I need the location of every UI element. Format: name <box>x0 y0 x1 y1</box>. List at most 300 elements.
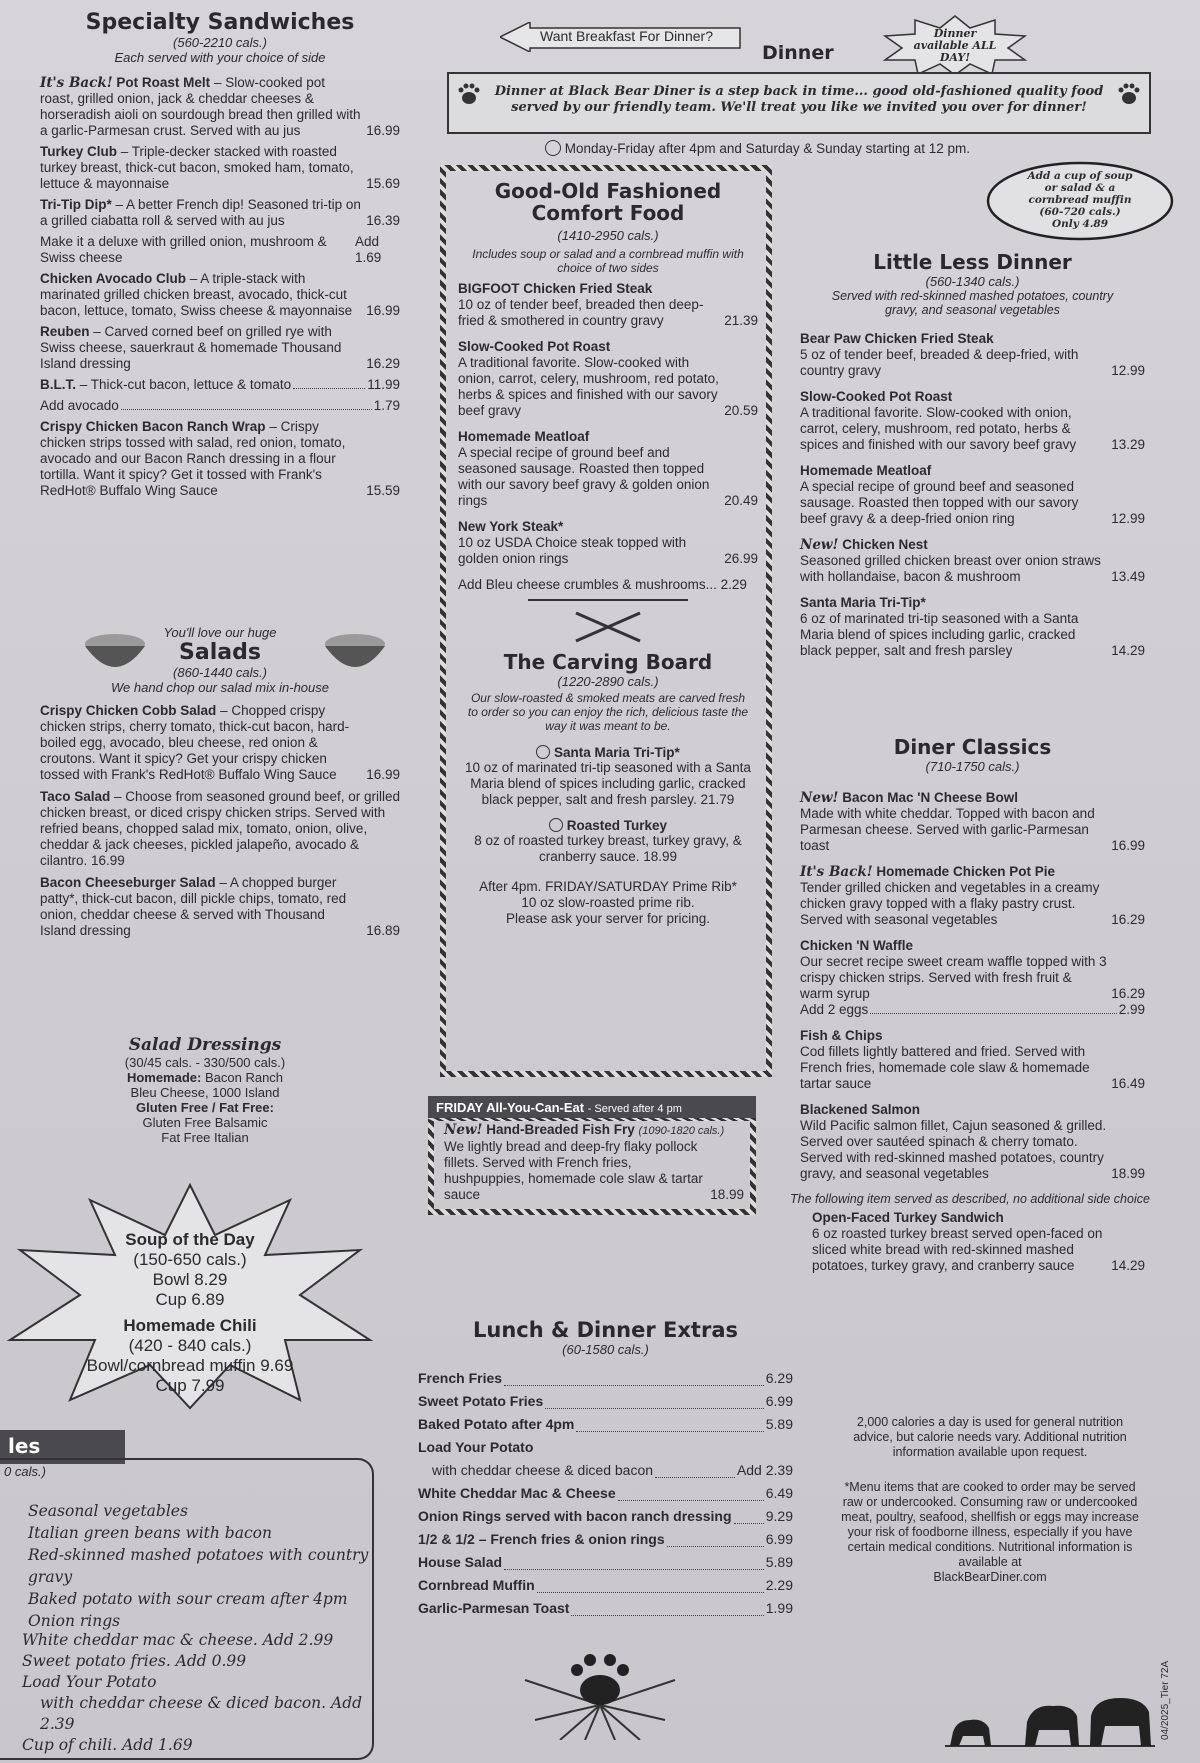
item-name: Pot Roast Melt <box>116 75 211 90</box>
classics-items <box>800 790 1145 1182</box>
extras-price: 6.49 <box>765 1485 793 1501</box>
item-text <box>40 75 362 139</box>
item-desc: – Crispy chicken strips tossed with salad, red onion, tomato, avocado and our Bacon Ranch dressing in a flour tortilla. Want it spicy? Get it tossed with Frank's RedHot® Buffalo Wing Sauce <box>40 419 346 498</box>
bear-paw-icon <box>1117 82 1141 111</box>
item-desc: – A triple-stack with marinated grilled chicken breast, avocado, thick-cut bacon, lettuce, tomato, Swiss cheese & mayonnaise <box>40 271 353 318</box>
carving-turkey-desc: 8 oz of roasted turkey breast, turkey gravy, & cranberry sauce. 18.99 <box>474 833 742 864</box>
item-tag: It's Back! <box>800 864 873 880</box>
classics-cals: (710-1750 cals.) <box>925 759 1020 774</box>
item-name: Chicken 'N Waffle <box>800 938 913 953</box>
gf-label: Gluten Free / Fat Free: <box>136 1100 274 1115</box>
item-desc-row <box>458 297 758 329</box>
extras-row <box>418 1482 793 1505</box>
item-row <box>40 789 400 869</box>
print-code-text: 04/2025_Tier 72A <box>1160 1660 1171 1740</box>
item-name-line <box>458 519 758 535</box>
item-desc-row <box>458 355 758 419</box>
item-text <box>40 419 362 499</box>
open-faced-turkey <box>812 1210 1145 1274</box>
item-price: Add 1.69 <box>354 234 382 265</box>
item-price: 12.99 <box>1111 511 1145 526</box>
dressing-line: Bleu Cheese, 1000 Island <box>130 1085 280 1100</box>
extras-row <box>418 1528 793 1551</box>
item-name-line <box>800 1028 1145 1044</box>
item-desc: – Slow-cooked pot roast, grilled onion, jack & cheddar cheeses & horseradish aioli on sourdough bread then grilled with a garlic-Parmesan crust. Served with au jus <box>40 75 361 138</box>
item-name: Blackened Salmon <box>800 1102 921 1117</box>
extras-name: French Fries <box>418 1370 503 1386</box>
clock-icon <box>536 745 550 759</box>
bear-paw-icon <box>457 82 481 111</box>
classics-title: Diner Classics <box>893 735 1052 759</box>
leader-dots <box>734 1523 764 1524</box>
chili-cals: (420 - 840 cals.) <box>128 1336 252 1355</box>
item-tag: It's Back! <box>40 75 113 91</box>
item-price: 13.49 <box>1111 569 1145 584</box>
salads-section <box>40 625 400 945</box>
homemade-dressing: Bacon Ranch <box>204 1070 284 1085</box>
dressings-cals: (30/45 cals. - 330/500 cals.) <box>124 1055 286 1070</box>
item-desc-row <box>800 553 1145 585</box>
item-name: Bacon Mac 'N Cheese Bowl <box>842 790 1019 805</box>
oval-line-3: cornbread muffin <box>1028 194 1132 206</box>
side-item: Red-skinned mashed potatoes with country gravy <box>28 1546 369 1586</box>
item-name: Bacon Cheeseburger Salad <box>40 875 216 890</box>
side-item: Onion rings <box>28 1612 121 1630</box>
leader-dots <box>537 1592 764 1593</box>
comfort-title-2: Comfort Food <box>531 201 685 225</box>
item-desc-row <box>800 479 1145 527</box>
specialty-title: Specialty Sandwiches <box>85 10 355 35</box>
item-desc: – Carved corned beef on grilled rye with Swiss cheese, sauerkraut & homemade Thousand Island dressing <box>40 324 342 371</box>
extras-price: 6.29 <box>765 1370 793 1386</box>
item-extra: Add 2 eggs <box>800 1002 869 1017</box>
ff-dressing: Fat Free Italian <box>161 1130 249 1145</box>
item-name-line <box>800 463 1145 479</box>
extras-price: 6.99 <box>765 1393 793 1409</box>
friday-header <box>428 1096 756 1120</box>
fish-fry-desc: We lightly bread and deep-fry flaky pollock fillets. Served with French fries, hushpuppies, homemade cole slaw & tartar sauce <box>444 1139 703 1202</box>
extras-row <box>418 1367 793 1390</box>
item-desc-row <box>800 880 1145 928</box>
menu-item <box>40 875 400 939</box>
extras-row <box>418 1551 793 1574</box>
menu-item <box>40 197 400 229</box>
item-text <box>40 234 351 266</box>
menu-item <box>40 703 400 783</box>
item-name-line <box>800 595 1145 611</box>
item-price: 16.49 <box>1111 1076 1145 1091</box>
item-desc: Cod fillets lightly battered and fried. Served with French fries, homemade cole slaw & homemade tartar sauce <box>800 1044 1090 1091</box>
raw-warning <box>840 1480 1140 1585</box>
comfort-food-section <box>458 180 758 927</box>
menu-item <box>800 790 1145 854</box>
side-extra: Sweet potato fries. Add 0.99 <box>22 1652 247 1670</box>
item-text <box>40 398 119 414</box>
item-row <box>40 703 400 783</box>
soup-title: Soup of the Day <box>125 1230 255 1249</box>
extras-price: 5.89 <box>765 1554 793 1570</box>
sides-extras <box>22 1630 372 1756</box>
item-desc: – Thick-cut bacon, lettuce & tomato <box>79 377 292 392</box>
extras-name: Garlic-Parmesan Toast <box>418 1600 570 1616</box>
extras-price: 9.29 <box>765 1508 793 1524</box>
item-desc: Seasoned grilled chicken breast over onion straws with hollandaise, bacon & mushroom <box>800 553 1101 584</box>
extras-row <box>418 1459 793 1482</box>
item-desc: – Chopped crispy chicken strips, cherry tomato, thick-cut bacon, hard-boiled egg, avocado, bleu cheese, red onion & croutons. Want it spicy? Get your crispy chicken tossed with Frank's RedHot® Buffalo Wing Sauce <box>40 703 350 782</box>
soup-cals: (150-650 cals.) <box>133 1250 247 1269</box>
extras-price: 6.99 <box>765 1531 793 1547</box>
item-desc-row <box>458 445 758 509</box>
menu-item <box>800 463 1145 527</box>
classics-note: The following item served as described, no additional side choice <box>790 1192 1150 1206</box>
menu-item <box>40 789 400 869</box>
item-name-line <box>458 339 758 355</box>
item-desc-row <box>800 806 1145 854</box>
comfort-subtitle: Includes soup or salad and a cornbread muffin with choice of two sides <box>472 247 744 275</box>
item-price: 11.99 <box>367 377 400 392</box>
leader-dots <box>667 1546 764 1547</box>
leader-dots <box>655 1477 735 1478</box>
item-price: 18.99 <box>1111 1166 1145 1181</box>
comfort-addon: Add Bleu cheese crumbles & mushrooms... 2.29 <box>458 577 747 592</box>
extras-name: 1/2 & 1/2 – French fries & onion rings <box>418 1531 665 1547</box>
leader-dots <box>571 1615 763 1616</box>
breakfast-label: Want Breakfast For Dinner? <box>540 28 713 44</box>
item-text <box>40 197 362 229</box>
extras-items <box>418 1367 793 1620</box>
item-extra-price: 2.99 <box>1118 1002 1145 1017</box>
oval-line-2: or salad & a <box>1044 182 1116 194</box>
item-name: Homemade Meatloaf <box>458 429 590 444</box>
item-price: 1.79 <box>373 398 400 413</box>
side-item: Baked potato with sour cream after 4pm <box>28 1590 348 1608</box>
item-desc: A special recipe of ground beef and seasoned sausage. Roasted then topped with our savory beef gravy & a deep-fried onion ring <box>800 479 1079 526</box>
item-name: Turkey Club <box>40 144 118 159</box>
item-text <box>40 324 362 372</box>
menu-item <box>458 281 758 329</box>
hours-text: Monday-Friday after 4pm and Saturday & Sunday starting at 12 pm. <box>564 141 970 156</box>
salads-subtitle: We hand chop our salad mix in-house <box>111 680 329 695</box>
little-items <box>800 331 1145 659</box>
side-extra: with cheddar cheese & diced bacon. Add 2.39 <box>40 1694 363 1733</box>
friday-served: - Served after 4 pm <box>587 1103 682 1115</box>
extras-price: 5.89 <box>765 1416 793 1432</box>
gf-dressing: Gluten Free Balsamic <box>142 1115 268 1130</box>
item-row <box>40 75 400 139</box>
soup-bowl: Bowl 8.29 <box>152 1270 228 1289</box>
salad-bowl-icon <box>320 630 390 674</box>
item-row <box>40 398 400 414</box>
item-desc: 10 oz USDA Choice steak topped with golden onion rings <box>458 535 687 566</box>
menu-item <box>800 864 1145 928</box>
item-name-line <box>800 331 1145 347</box>
oval-line-4: (60-720 cals.) <box>1039 206 1121 218</box>
specialty-sandwiches-section <box>40 10 400 504</box>
dressings-title: Salad Dressings <box>128 1035 282 1055</box>
item-desc: Add avocado <box>40 398 119 413</box>
diner-classics-section <box>790 735 1150 1274</box>
menu-item <box>40 144 400 192</box>
sides-cals: 0 cals.) <box>4 1464 46 1479</box>
extras-cals: (60-1580 cals.) <box>562 1342 649 1357</box>
extras-section <box>418 1318 793 1620</box>
menu-item <box>800 938 1145 1018</box>
menu-item <box>800 331 1145 379</box>
extras-price: Add 2.39 <box>736 1462 793 1478</box>
item-price: 16.29 <box>366 356 400 371</box>
soup-cup: Cup 6.89 <box>155 1290 225 1309</box>
nutrition-note: 2,000 calories a day is used for general nutrition advice, but calorie needs vary. Additional nutrition information available upon request. <box>853 1415 1127 1459</box>
extras-row <box>418 1505 793 1528</box>
salad-dressings <box>80 1035 330 1145</box>
item-name: Tri-Tip Dip* <box>40 197 112 212</box>
little-cals: (560-1340 cals.) <box>925 274 1020 289</box>
side-item: Seasonal vegetables <box>28 1502 188 1520</box>
item-name-line <box>800 1102 1145 1118</box>
item-name: Slow-Cooked Pot Roast <box>800 389 953 404</box>
item-desc-row <box>800 1118 1145 1182</box>
salad-bowl-icon <box>80 630 140 666</box>
item-desc: 6 oz of marinated tri-tip seasoned with a Santa Maria blend of spices including garlic, cracked black pepper, salt and fresh parsley <box>800 611 1079 658</box>
menu-item <box>40 324 400 372</box>
leader-dots <box>870 1013 1116 1014</box>
item-name: Chicken Avocado Club <box>40 271 187 286</box>
item-name: Fish & Chips <box>800 1028 883 1043</box>
item-tag: New! <box>800 790 839 806</box>
turkey-sandwich-desc: 6 oz roasted turkey breast served open-faced on sliced white bread with red-skinned mashed potatoes, turkey gravy, and cranberry sauce <box>812 1226 1103 1273</box>
comfort-title-1: Good-Old Fashioned <box>494 179 722 203</box>
item-price: 12.99 <box>1111 363 1145 378</box>
prime-rib-desc: 10 oz slow-roasted prime rib. <box>521 895 695 910</box>
menu-item <box>40 75 400 139</box>
chili-bowl: Bowl/cornbread muffin 9.69 <box>86 1356 294 1375</box>
carving-turkey <box>458 818 758 833</box>
item-name-line <box>458 281 758 297</box>
item-price: 15.59 <box>366 483 400 498</box>
dinner-heading: Dinner <box>762 42 834 64</box>
turkey-sandwich-price: 14.29 <box>1111 1258 1145 1273</box>
banner-line-1: Dinner at Black Bear Diner is a step back in time... good old-fashioned quality food <box>494 84 1104 99</box>
carving-turkey-name: Roasted Turkey <box>566 818 668 833</box>
website: BlackBearDiner.com <box>933 1570 1047 1584</box>
side-extra: Cup of chili. Add 1.69 <box>22 1736 193 1754</box>
salads-title: Salads <box>179 640 261 665</box>
specialty-items <box>40 75 400 499</box>
item-desc: – Choose from seasoned ground beef, or grilled chicken breast, or diced crispy chicken strips. Served with refried beans, chopped salad mix, tomato, onion, olive, cheddar & jack cheeses, pickled jalapeño, avocado & cilantro. 16.99 <box>40 789 400 868</box>
item-row <box>40 377 400 393</box>
menu-item <box>800 537 1145 585</box>
extras-name: House Salad <box>418 1554 503 1570</box>
menu-item <box>40 419 400 499</box>
little-subtitle: Served with red-skinned mashed potatoes, country gravy, and seasonal vegetables <box>831 289 1114 317</box>
item-desc-row <box>458 535 758 567</box>
item-price: 16.99 <box>366 123 400 138</box>
all-day-text: Dinner available ALL DAY! <box>913 27 997 64</box>
banner-line-2: served by our friendly team. We'll treat you like we invited you over for dinner! <box>511 100 1087 115</box>
side-item: Italian green beans with bacon <box>28 1524 272 1542</box>
item-row <box>40 144 400 192</box>
extras-name: Load Your Potato <box>418 1439 534 1455</box>
item-price: 13.29 <box>1111 437 1145 452</box>
bear-silhouettes-icon <box>945 1690 1155 1750</box>
sides-box <box>0 1458 374 1760</box>
item-desc: Wild Pacific salmon fillet, Cajun seasoned & grilled. Served over sautéed spinach & cherry tomato. Served with red-skinned mashed potatoes, country gravy, and seasonal vegetables <box>800 1118 1107 1181</box>
divider <box>528 599 688 601</box>
item-desc-row <box>800 1044 1145 1092</box>
extras-row <box>418 1436 793 1459</box>
item-desc: A traditional favorite. Slow-cooked with onion, carrot, celery, mushroom, red potato, herbs & spices and finished with our savory beef gravy <box>800 405 1077 452</box>
item-row <box>40 875 400 939</box>
comfort-cals: (1410-2950 cals.) <box>557 228 659 243</box>
item-price: 20.49 <box>724 493 758 508</box>
leader-dots <box>504 1569 764 1570</box>
item-text <box>40 703 362 783</box>
welcome-banner <box>447 72 1151 134</box>
extras-name: with cheddar cheese & diced bacon <box>432 1462 654 1478</box>
leader-dots <box>504 1385 764 1386</box>
item-name: BIGFOOT Chicken Fried Steak <box>458 281 653 296</box>
extras-name: Cornbread Muffin <box>418 1577 535 1593</box>
item-text <box>40 789 400 869</box>
item-name: Homemade Meatloaf <box>800 463 932 478</box>
item-name: Slow-Cooked Pot Roast <box>458 339 611 354</box>
item-text <box>40 271 362 319</box>
specialty-cals: (560-2210 cals.) <box>173 35 267 50</box>
item-desc-row <box>800 611 1145 659</box>
extras-row <box>418 1390 793 1413</box>
little-title: Little Less Dinner <box>873 250 1072 274</box>
item-price: 15.69 <box>366 176 400 191</box>
item-name-line <box>800 389 1145 405</box>
item-desc: – A chopped burger patty*, thick-cut bacon, dill pickle chips, tomato, red onion, cheddar cheese & served with Thousand Island dressing <box>40 875 347 938</box>
menu-item <box>40 271 400 319</box>
menu-item <box>40 377 400 393</box>
sides-tab-label: les <box>8 1434 41 1458</box>
menu-item <box>458 429 758 509</box>
item-text <box>40 144 362 192</box>
item-price: 20.59 <box>724 403 758 418</box>
item-name: Crispy Chicken Cobb Salad <box>40 703 217 718</box>
item-name-line <box>800 938 1145 954</box>
fish-fry-cals: (1090-1820 cals.) <box>638 1125 725 1137</box>
soup-starburst <box>0 1180 380 1410</box>
fish-fry-name: Hand-Breaded Fish Fry <box>486 1122 635 1137</box>
item-price: 16.99 <box>366 767 400 782</box>
menu-item <box>800 389 1145 453</box>
fish-fry-tag: New! <box>444 1122 483 1138</box>
item-row <box>40 419 400 499</box>
carving-cals: (1220-2890 cals.) <box>557 674 659 689</box>
menu-item <box>458 519 758 567</box>
item-name-line <box>800 790 1145 806</box>
oval-line-1: Add a cup of soup <box>1027 170 1133 182</box>
item-name: Taco Salad <box>40 789 111 804</box>
fish-fry-item <box>444 1122 744 1203</box>
menu-item <box>40 234 400 266</box>
side-extra: Load Your Potato <box>22 1673 157 1691</box>
item-text <box>40 377 291 393</box>
item-desc: 10 oz of tender beef, breaded then deep-fried & smothered in country gravy <box>458 297 704 328</box>
chili-cup: Cup 7.99 <box>155 1376 225 1395</box>
little-less-dinner-section <box>800 250 1145 669</box>
menu-item <box>40 398 400 414</box>
item-row <box>40 234 400 266</box>
extras-price: 1.99 <box>765 1600 793 1616</box>
prime-rib-note: Please ask your server for pricing. <box>505 911 711 926</box>
soup-salad-oval <box>985 160 1175 242</box>
carving-tritip-desc: 10 oz of marinated tri-tip seasoned with a Santa Maria blend of spices including garlic, cracked black pepper, salt and fresh parsley. 21.79 <box>465 760 751 807</box>
all-day-burst <box>880 14 1030 74</box>
item-name: Crispy Chicken Bacon Ranch Wrap <box>40 419 266 434</box>
item-name: Reuben <box>40 324 90 339</box>
extras-price: 2.29 <box>765 1577 793 1593</box>
leader-dots <box>545 1408 763 1409</box>
carving-subtitle: Our slow-roasted & smoked meats are carved fresh to order so you can enjoy the rich, delicious taste the way it was meant to be. <box>467 691 749 733</box>
item-price: 26.99 <box>724 551 758 566</box>
clock-icon <box>545 140 561 156</box>
item-tag: New! <box>800 537 839 553</box>
item-price: 16.29 <box>1111 986 1145 1001</box>
item-desc: A special recipe of ground beef and seasoned sausage. Roasted then topped with our savory beef gravy & golden onion rings <box>458 445 710 508</box>
item-desc: A traditional favorite. Slow-cooked with onion, carrot, celery, mushroom, red potato, herbs & spices and finished with our savory beef gravy <box>458 355 719 418</box>
extras-name: White Cheddar Mac & Cheese <box>418 1485 616 1501</box>
item-price: 14.29 <box>1111 643 1145 658</box>
item-desc: Made with white cheddar. Topped with bacon and Parmesan cheese. Served with garlic-Parmesan toast <box>800 806 1095 853</box>
carving-tritip <box>458 745 758 760</box>
item-text <box>40 875 362 939</box>
extras-row <box>418 1413 793 1436</box>
homemade-label: Homemade: <box>126 1070 202 1085</box>
leader-dots <box>576 1431 763 1432</box>
item-desc-row <box>800 405 1145 453</box>
extras-row <box>418 1597 793 1620</box>
hours <box>545 140 970 156</box>
carving-tritip-name: Santa Maria Tri-Tip* <box>553 745 680 760</box>
carving-title: The Carving Board <box>503 650 713 674</box>
item-desc: Our secret recipe sweet cream waffle topped with 3 crispy chicken strips. Served with fresh fruit & warm syrup <box>800 954 1107 1001</box>
item-name-line <box>458 429 758 445</box>
item-desc: – Triple-decker stacked with roasted turkey breast, thick-cut bacon, smoked ham, tomato, lettuce & mayonnaise <box>40 144 354 191</box>
item-price: 21.39 <box>724 313 758 328</box>
crossed-knives-icon <box>458 609 758 650</box>
extras-title: Lunch & Dinner Extras <box>472 1318 738 1342</box>
fish-fry-price: 18.99 <box>710 1187 744 1202</box>
item-row <box>40 324 400 372</box>
menu-item <box>458 339 758 419</box>
item-name: Bear Paw Chicken Fried Steak <box>800 331 994 346</box>
item-desc: Tender grilled chicken and vegetables in a creamy chicken gravy topped with a flaky pastry crust. Served with seasonal vegetables <box>800 880 1100 927</box>
item-extra-row <box>800 1002 1145 1018</box>
salads-pre: You'll love our huge <box>163 625 277 640</box>
item-desc: Make it a deluxe with grilled onion, mushroom & Swiss cheese <box>40 234 327 265</box>
comfort-items <box>458 281 758 567</box>
item-price: 16.39 <box>366 213 400 228</box>
salad-items <box>40 703 400 939</box>
item-price: 16.99 <box>1111 838 1145 853</box>
item-name: B.L.T. <box>40 377 76 392</box>
turkey-sandwich-name: Open-Faced Turkey Sandwich <box>812 1210 1004 1225</box>
item-name-line <box>800 537 1145 553</box>
item-desc-row <box>800 347 1145 379</box>
menu-item <box>800 1028 1145 1092</box>
chili-title: Homemade Chili <box>123 1316 257 1335</box>
extras-row <box>418 1574 793 1597</box>
item-name: Santa Maria Tri-Tip* <box>800 595 926 610</box>
friday-title: FRIDAY All-You-Can-Eat <box>436 1100 585 1115</box>
item-price: 16.29 <box>1111 912 1145 927</box>
item-desc-row <box>800 954 1145 1002</box>
specialty-subtitle: Each served with your choice of side <box>114 50 326 65</box>
